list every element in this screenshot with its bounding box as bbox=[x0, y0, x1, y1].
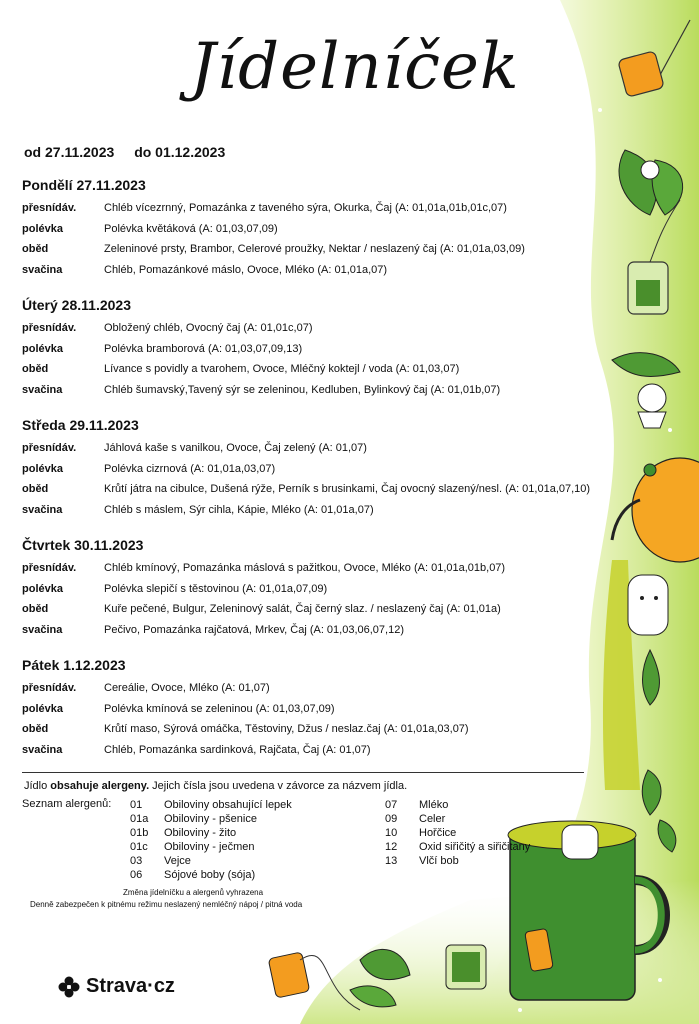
meal-label: polévka bbox=[22, 462, 63, 475]
meal-row bbox=[22, 380, 622, 401]
meal-row bbox=[22, 599, 622, 620]
meal-label: polévka bbox=[22, 222, 63, 235]
meal-label: oběd bbox=[22, 723, 49, 735]
meal-row bbox=[22, 740, 622, 761]
meal-row bbox=[22, 198, 622, 219]
allergen-code: 01b bbox=[130, 827, 149, 839]
allergen-item bbox=[130, 798, 292, 812]
meal-row bbox=[22, 438, 622, 459]
divider bbox=[22, 772, 584, 773]
meal-row bbox=[22, 500, 622, 521]
day-title: Pátek 1.12.2023 bbox=[22, 657, 126, 673]
day-title: Čtvrtek 30.11.2023 bbox=[22, 537, 144, 553]
meal-text: Polévka bramborová (A: 01,03,07,09,13) bbox=[104, 342, 303, 355]
meal-row bbox=[22, 719, 622, 740]
day-title: Úterý 28.11.2023 bbox=[22, 297, 131, 313]
allergen-name: Oxid siřičitý a siřičitany bbox=[419, 841, 531, 853]
allergen-item bbox=[130, 826, 292, 840]
meal-text: Obložený chléb, Ovocný čaj (A: 01,01c,07) bbox=[104, 322, 313, 334]
allergen-name: Obiloviny - žito bbox=[164, 827, 237, 839]
allergen-code: 03 bbox=[130, 855, 143, 867]
allergen-note-suffix: Jejich čísla jsou uvedena v závorce za názvem jídla. bbox=[149, 780, 408, 792]
meal-text: Chléb šumavský,Tavený sýr se zeleninou, Kedluben, Bylinkový čaj (A: 01,01b,07) bbox=[104, 383, 501, 396]
allergen-note-bold: obsahuje alergeny. bbox=[50, 780, 150, 792]
day-section bbox=[22, 414, 622, 520]
allergen-item bbox=[385, 812, 530, 826]
allergen-code: 06 bbox=[130, 869, 143, 881]
meal-text: Polévka květáková (A: 01,03,07,09) bbox=[104, 222, 278, 235]
allergen-code: 01 bbox=[130, 799, 143, 811]
meal-text: Jáhlová kaše s vanilkou, Ovoce, Čaj zelený (A: 01,07) bbox=[104, 442, 367, 454]
meal-text: Chléb vícezrnný, Pomazánka z taveného sýra, Okurka, Čaj (A: 01,01a,01b,01c,07) bbox=[104, 202, 507, 214]
meal-row bbox=[22, 678, 622, 699]
meal-text: Krůtí játra na cibulce, Dušená rýže, Perník s brusinkami, Čaj ovocný slazený/nesl. (A: 01,01a,07,10) bbox=[104, 483, 591, 495]
meal-label: svačina bbox=[22, 743, 63, 756]
meal-text: Chléb, Pomazánka sardinková, Rajčata, Čaj (A: 01,07) bbox=[104, 743, 371, 756]
allergen-name: Obiloviny obsahující lepek bbox=[164, 799, 292, 811]
clover-logo-icon bbox=[58, 976, 80, 998]
meal-text: Krůtí maso, Sýrová omáčka, Těstoviny, Džus / neslaz.čaj (A: 01,01a,03,07) bbox=[104, 723, 469, 735]
meal-label: polévka bbox=[22, 342, 63, 355]
allergen-code: 07 bbox=[385, 799, 398, 811]
meal-row bbox=[22, 459, 622, 480]
footer-drink-note: Denně zabezpečen k pitnému režimu neslazený nemléčný nápoj / pitná voda bbox=[30, 900, 303, 909]
meal-label: polévka bbox=[22, 702, 63, 715]
meal-label: přesnídáv. bbox=[22, 322, 77, 334]
meal-label: polévka bbox=[22, 582, 63, 595]
day-section bbox=[22, 294, 622, 400]
allergen-list-right bbox=[385, 798, 530, 868]
meal-text: Kuře pečené, Bulgur, Zeleninový salát, Čaj černý slaz. / neslazený čaj (A: 01,01a) bbox=[104, 603, 501, 615]
meal-text: Polévka kmínová se zeleninou (A: 01,03,07,09) bbox=[104, 702, 335, 715]
allergen-note bbox=[24, 780, 407, 792]
meal-label: svačina bbox=[22, 383, 63, 396]
meal-row bbox=[22, 699, 622, 720]
meal-row bbox=[22, 359, 622, 380]
meal-text: Chléb kmínový, Pomazánka máslová s pažitkou, Ovoce, Mléko (A: 01,01a,01b,07) bbox=[104, 562, 506, 574]
meal-row bbox=[22, 260, 622, 281]
meal-text: Zeleninové prsty, Brambor, Celerové proužky, Nektar / neslazený čaj (A: 01,01a,03,09) bbox=[104, 243, 525, 255]
meal-label: přesnídáv. bbox=[22, 202, 77, 214]
meal-row bbox=[22, 620, 622, 641]
meal-row bbox=[22, 239, 622, 260]
date-to: do 01.12.2023 bbox=[134, 144, 226, 160]
allergen-name: Hořčice bbox=[419, 827, 457, 839]
day-section bbox=[22, 534, 622, 640]
meal-label: svačina bbox=[22, 263, 63, 276]
menu-title: Jídelníček bbox=[190, 30, 520, 104]
meal-label: svačina bbox=[22, 623, 63, 636]
footer-change-note: Změna jídelníčku a alergenů vyhrazena bbox=[123, 888, 264, 897]
meal-row bbox=[22, 479, 622, 500]
allergen-item bbox=[130, 854, 292, 868]
meal-text: Polévka cizrnová (A: 01,01a,03,07) bbox=[104, 462, 276, 475]
allergen-name: Celer bbox=[419, 813, 446, 825]
allergen-item bbox=[385, 840, 530, 854]
meal-label: přesnídáv. bbox=[22, 442, 77, 454]
allergen-code: 12 bbox=[385, 841, 398, 853]
logo-text: Strava·cz bbox=[86, 975, 175, 997]
allergen-name: Vlčí bob bbox=[419, 855, 459, 867]
allergen-code: 13 bbox=[385, 855, 398, 867]
meal-label: přesnídáv. bbox=[22, 682, 77, 694]
meal-row bbox=[22, 558, 622, 579]
meal-label: oběd bbox=[22, 603, 49, 615]
allergen-item bbox=[130, 840, 292, 854]
meal-text: Cereálie, Ovoce, Mléko (A: 01,07) bbox=[104, 682, 270, 694]
day-title: Středa 29.11.2023 bbox=[22, 417, 139, 433]
date-range bbox=[24, 144, 241, 160]
allergen-name: Sójové boby (sója) bbox=[164, 869, 256, 881]
allergen-item bbox=[385, 854, 530, 868]
allergen-name: Mléko bbox=[419, 799, 449, 811]
meal-label: svačina bbox=[22, 503, 63, 516]
day-section bbox=[22, 654, 622, 760]
meal-row bbox=[22, 579, 622, 600]
allergen-name: Obiloviny - pšenice bbox=[164, 813, 257, 825]
allergen-item bbox=[385, 826, 530, 840]
allergen-item bbox=[130, 812, 292, 826]
meal-label: oběd bbox=[22, 243, 49, 255]
allergen-code: 01a bbox=[130, 813, 149, 825]
day-section bbox=[22, 174, 622, 280]
allergen-code: 10 bbox=[385, 827, 398, 839]
allergen-list-label: Seznam alergenů: bbox=[22, 798, 112, 810]
meal-label: oběd bbox=[22, 483, 49, 495]
meal-text: Chléb, Pomazánkové máslo, Ovoce, Mléko (A: 01,01a,07) bbox=[104, 263, 388, 276]
meal-label: oběd bbox=[22, 363, 49, 375]
allergen-name: Obiloviny - ječmen bbox=[164, 841, 255, 853]
meal-row bbox=[22, 318, 622, 339]
meal-label: přesnídáv. bbox=[22, 562, 77, 574]
allergen-code: 01c bbox=[130, 841, 148, 853]
meal-text: Chléb s máslem, Sýr cihla, Kápie, Mléko (A: 01,01a,07) bbox=[104, 503, 374, 516]
date-from: od 27.11.2023 bbox=[24, 144, 115, 160]
day-title: Pondělí 27.11.2023 bbox=[22, 177, 146, 193]
strava-logo bbox=[58, 975, 175, 998]
allergen-note-prefix: Jídlo bbox=[24, 780, 51, 792]
allergen-name: Vejce bbox=[164, 855, 191, 867]
meal-text: Polévka slepičí s těstovinou (A: 01,01a,07,09) bbox=[104, 582, 328, 595]
allergen-item bbox=[130, 868, 292, 882]
meal-text: Lívance s povidly a tvarohem, Ovoce, Mléčný koktejl / voda (A: 01,03,07) bbox=[104, 363, 460, 375]
allergen-list-left bbox=[130, 798, 292, 882]
meal-row bbox=[22, 219, 622, 240]
meal-text: Pečivo, Pomazánka rajčatová, Mrkev, Čaj (A: 01,03,06,07,12) bbox=[104, 623, 404, 636]
allergen-item bbox=[385, 798, 530, 812]
allergen-code: 09 bbox=[385, 813, 398, 825]
meal-row bbox=[22, 339, 622, 360]
